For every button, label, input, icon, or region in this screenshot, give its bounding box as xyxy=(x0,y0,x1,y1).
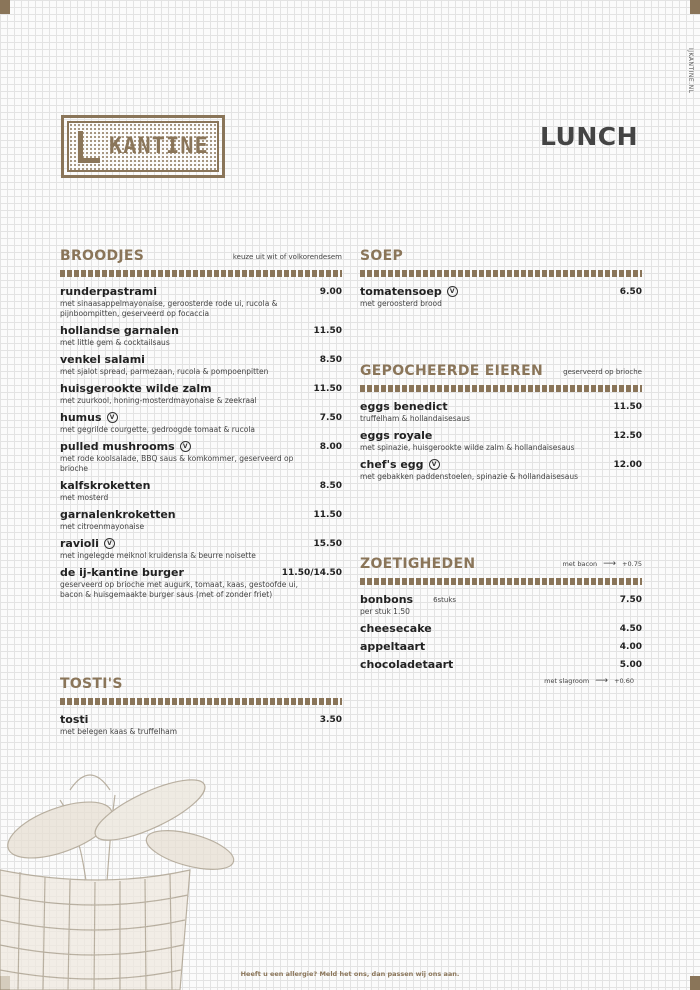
section-zoetigheden xyxy=(360,548,642,686)
item-price: 9.00 xyxy=(319,286,342,297)
item-name-text: huisgerookte wilde zalm xyxy=(60,382,212,395)
item-description: met rode koolsalade, BBQ saus & komkommer, geserveerd op brioche xyxy=(60,454,294,473)
ij-logo-icon xyxy=(75,131,101,163)
item-description: met little gem & cocktailsaus xyxy=(60,338,170,347)
corner-mark xyxy=(0,0,10,14)
menu-item xyxy=(360,400,642,424)
section-divider xyxy=(360,385,642,392)
menu-item xyxy=(360,640,642,653)
menu-list xyxy=(360,400,642,482)
item-name xyxy=(60,479,150,492)
menu-item xyxy=(360,285,642,309)
item-name xyxy=(360,658,453,671)
item-name xyxy=(60,285,157,298)
menu-item xyxy=(60,440,342,474)
item-name xyxy=(360,400,448,413)
item-price: 11.50/14.50 xyxy=(281,567,342,578)
item-description: met geroosterd brood xyxy=(360,299,442,308)
item-name xyxy=(360,622,432,635)
item-price: 7.50 xyxy=(619,594,642,605)
item-name-text: kalfskroketten xyxy=(60,479,151,492)
item-name-text: eggs royale xyxy=(360,429,433,442)
item-name xyxy=(60,713,88,726)
item-name xyxy=(60,353,145,366)
section-title: GEPOCHEERDE EIEREN xyxy=(360,363,543,379)
menu-item xyxy=(360,429,642,453)
menu-list xyxy=(60,285,342,600)
item-description: met sjalot spread, parmezaan, rucola & pompoenpitten xyxy=(60,367,269,376)
section-title: TOSTI'S xyxy=(60,676,123,692)
section-soep xyxy=(360,240,642,314)
vegetarian-icon: V xyxy=(447,286,458,297)
allergy-notice: Heeft u een allergie? Meld het ons, dan passen wij ons aan. xyxy=(240,970,460,978)
item-name xyxy=(60,324,179,337)
menu-item xyxy=(360,658,642,671)
logo-text: KANTINE xyxy=(109,134,209,159)
corner-mark xyxy=(690,976,700,990)
item-price: 7.50 xyxy=(319,412,342,423)
section-divider xyxy=(360,270,642,277)
item-price: 8.00 xyxy=(319,441,342,452)
item-name-text: bonbons xyxy=(360,593,414,606)
item-name xyxy=(60,411,118,424)
section-divider xyxy=(60,270,342,277)
item-name xyxy=(60,537,115,550)
item-name-text: ravioli xyxy=(60,537,99,550)
section-tostis xyxy=(60,668,342,742)
item-name-text: de ij-kantine burger xyxy=(60,566,184,579)
item-name-text: chef's egg xyxy=(360,458,424,471)
item-price: 11.50 xyxy=(313,325,342,336)
arrow-icon: ⟶ xyxy=(595,676,609,686)
item-description: met ingelegde meiknol kruidensla & beurre noisette xyxy=(60,551,256,560)
section-divider xyxy=(360,578,642,585)
item-name xyxy=(360,593,456,606)
menu-list xyxy=(60,713,342,737)
item-price: 6.50 xyxy=(619,286,642,297)
item-price: 3.50 xyxy=(319,714,342,725)
website-url: IJKANTINE.NL xyxy=(687,48,694,94)
item-description: met sinaasappelmayonaise, geroosterde rode ui, rucola & pijnboompitten, geserveerd op focaccia xyxy=(60,299,278,318)
item-description: met zuurkool, honing-mosterdmayonaise & zeekraal xyxy=(60,396,257,405)
menu-list xyxy=(360,593,642,671)
item-price: 4.50 xyxy=(619,623,642,634)
item-description: met belegen kaas & truffelham xyxy=(60,727,178,736)
vegetarian-icon: V xyxy=(429,459,440,470)
item-name xyxy=(360,285,458,298)
menu-item xyxy=(60,411,342,435)
vegetarian-icon: V xyxy=(104,538,115,549)
item-price: 11.50 xyxy=(313,383,342,394)
arrow-icon: ⟶ xyxy=(603,559,617,569)
page-title: LUNCH xyxy=(540,122,639,151)
item-name xyxy=(360,458,440,471)
item-description: met citroenmayonaise xyxy=(60,522,145,531)
item-name-text: tosti xyxy=(60,713,89,726)
item-name-text: pulled mushrooms xyxy=(60,440,175,453)
item-description: met gegrilde courgette, gedroogde tomaat & rucola xyxy=(60,425,256,434)
menu-item xyxy=(60,566,342,600)
menu-item xyxy=(60,508,342,532)
vegetarian-icon: V xyxy=(107,412,118,423)
item-name xyxy=(60,440,191,453)
menu-item xyxy=(60,285,342,319)
item-price: 12.00 xyxy=(613,459,642,470)
section-title: ZOETIGHEDEN xyxy=(360,556,476,572)
logo xyxy=(61,115,225,178)
menu-item xyxy=(60,353,342,377)
menu-item xyxy=(360,622,642,635)
item-description: geserveerd op brioche met augurk, tomaat, kaas, gestoofde ui, bacon & huisgemaakte burger saus (met of zonder friet) xyxy=(60,580,299,599)
menu-item xyxy=(60,382,342,406)
bread-basket-illustration xyxy=(0,760,260,990)
item-name xyxy=(60,382,212,395)
section-title: SOEP xyxy=(360,248,404,264)
section-broodjes xyxy=(60,240,342,605)
item-name-text: eggs benedict xyxy=(360,400,448,413)
item-name xyxy=(60,566,184,579)
item-name-text: venkel salami xyxy=(60,353,145,366)
menu-item xyxy=(60,713,342,737)
section-note: geserveerd op brioche xyxy=(563,368,642,376)
section-eieren xyxy=(360,355,642,487)
item-description: truffelham & hollandaisesaus xyxy=(360,414,470,423)
item-name xyxy=(360,640,425,653)
item-name-text: cheesecake xyxy=(360,622,432,635)
item-name xyxy=(60,508,176,521)
section-note: keuze uit wit of volkorendesem xyxy=(232,253,342,261)
item-name-text: tomatensoep xyxy=(360,285,442,298)
item-quantity: 6stuks xyxy=(433,595,457,604)
menu-item xyxy=(60,479,342,503)
slagroom-extra: met slagroom ⟶ +0.60 xyxy=(544,676,634,686)
item-name xyxy=(360,429,432,442)
menu-item xyxy=(360,458,642,482)
bacon-extra: met bacon ⟶ +0.75 xyxy=(562,559,642,569)
section-title: BROODJES xyxy=(60,248,145,264)
item-price: 8.50 xyxy=(319,354,342,365)
item-description: met mosterd xyxy=(60,493,109,502)
item-name-text: humus xyxy=(60,411,102,424)
item-price: 8.50 xyxy=(319,480,342,491)
item-price: 11.50 xyxy=(613,401,642,412)
item-name-text: hollandse garnalen xyxy=(60,324,179,337)
item-price: 15.50 xyxy=(313,538,342,549)
item-name-text: runderpastrami xyxy=(60,285,158,298)
item-price: 4.00 xyxy=(619,641,642,652)
menu-item xyxy=(60,537,342,561)
item-description: met gebakken paddenstoelen, spinazie & hollandaisesaus xyxy=(360,472,579,481)
item-price: 11.50 xyxy=(313,509,342,520)
corner-mark xyxy=(690,0,700,14)
menu-item xyxy=(60,324,342,348)
vegetarian-icon: V xyxy=(180,441,191,452)
menu-list xyxy=(360,285,642,309)
menu-item xyxy=(360,593,642,617)
section-divider xyxy=(60,698,342,705)
item-name-text: chocoladetaart xyxy=(360,658,454,671)
item-price: 12.50 xyxy=(613,430,642,441)
item-name-text: garnalenkroketten xyxy=(60,508,176,521)
item-description: met spinazie, huisgerookte wilde zalm & hollandaisesaus xyxy=(360,443,575,452)
item-name-text: appeltaart xyxy=(360,640,426,653)
item-price: 5.00 xyxy=(619,659,642,670)
item-description: per stuk 1.50 xyxy=(360,607,410,616)
